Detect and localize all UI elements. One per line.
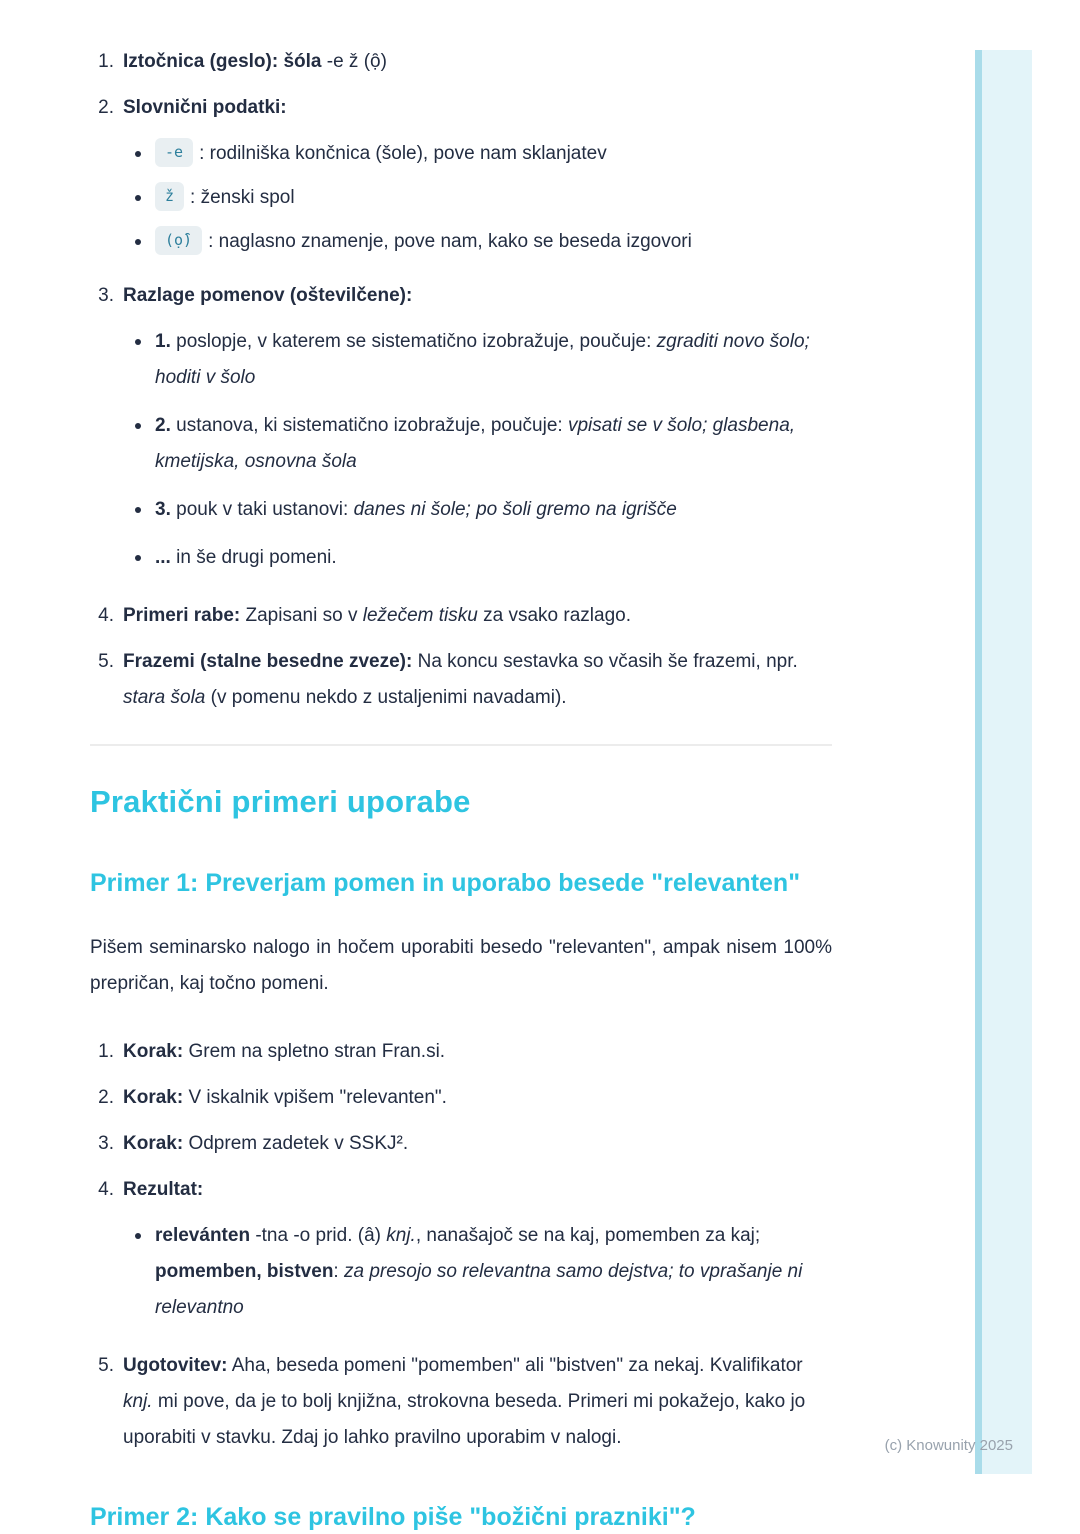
text-italic: zgraditi novo šolo; hoditi v šolo bbox=[155, 331, 810, 388]
text-bold: Korak: bbox=[123, 1041, 184, 1062]
bullet-item-spol bbox=[123, 180, 832, 216]
bullet-text bbox=[155, 492, 832, 528]
example1-intro-paragraph: Pišem seminarsko nalogo in hočem uporabiti besedo "relevanten", ampak nisem 100% prepričan, kaj točno pomeni. bbox=[90, 937, 832, 994]
text-italic: knj. bbox=[386, 1225, 416, 1246]
text-italic: za presojo so relevantna samo dejstva; to vprašanje ni relevantno bbox=[155, 1261, 803, 1318]
bullet-item-pomen-2 bbox=[123, 408, 832, 480]
text: pouk v taki ustanovi: bbox=[170, 499, 354, 520]
text: Zapisani so v bbox=[240, 605, 363, 626]
document-content bbox=[90, 44, 832, 1534]
text: : bbox=[333, 1261, 344, 1282]
text: -e ž (ọ̑) bbox=[321, 51, 387, 72]
text-bold: 1. bbox=[155, 331, 171, 352]
list-item-text bbox=[123, 90, 832, 268]
bullet-item-naglas bbox=[123, 224, 832, 260]
text-bold: relevánten bbox=[155, 1225, 251, 1246]
dictionary-entry-bullet bbox=[123, 1218, 832, 1326]
list-number: 1. bbox=[98, 1041, 114, 1062]
list-number: 1. bbox=[98, 51, 114, 72]
text-italic: stara šola bbox=[123, 687, 206, 708]
bullet-item-pomen-3 bbox=[123, 492, 832, 528]
sub-bullet-list bbox=[123, 324, 832, 576]
section-divider bbox=[90, 744, 832, 746]
list-number: 2. bbox=[98, 1087, 114, 1108]
step-text bbox=[123, 1348, 832, 1456]
list-number: 3. bbox=[98, 285, 114, 306]
bullet-dot-icon bbox=[135, 423, 141, 429]
bullet-dot-icon bbox=[135, 151, 141, 157]
text: -tna -o prid. (â) bbox=[250, 1225, 387, 1246]
example1-heading: Primer 1: Preverjam pomen in uporabo besede "relevanten" bbox=[90, 869, 801, 897]
text-bold: Razlage pomenov (oštevilčene): bbox=[123, 285, 413, 306]
list-number: 5. bbox=[98, 651, 114, 672]
list-item-slovnicni-podatki bbox=[90, 90, 832, 268]
step-item-2 bbox=[90, 1080, 832, 1116]
bullet-text bbox=[155, 224, 832, 260]
step-item-3 bbox=[90, 1126, 832, 1162]
text: poslopje, v katerem se sistematično izobražuje, poučuje: bbox=[170, 331, 657, 352]
text: , nanašajoč se na kaj, pomemben za kaj; bbox=[415, 1225, 761, 1246]
text-bold: Korak: bbox=[123, 1087, 184, 1108]
bullet-text bbox=[155, 180, 832, 216]
list-item-text bbox=[123, 644, 832, 716]
text: Aha, beseda pomeni "pomemben" ali "bistven" za nekaj. Kvalifikator bbox=[227, 1355, 803, 1376]
list-number: 5. bbox=[98, 1355, 114, 1376]
text: ustanova, ki sistematično izobražuje, poučuje: bbox=[170, 415, 568, 436]
text: V iskalnik vpišem "relevanten". bbox=[183, 1087, 447, 1108]
text-bold: Korak: bbox=[123, 1133, 184, 1154]
text: : rodilniška končnica (šole), pove nam sklanjatev bbox=[199, 143, 607, 164]
example2-heading: Primer 2: Kako se pravilno piše "božični prazniki"? bbox=[90, 1503, 696, 1531]
text-bold: Slovnični podatki: bbox=[123, 97, 287, 118]
text-bold: Ugotovitev: bbox=[123, 1355, 228, 1376]
page-edge-stripe bbox=[975, 50, 1032, 1474]
text: Odprem zadetek v SSKJ². bbox=[183, 1133, 409, 1154]
code-badge: ž bbox=[155, 182, 184, 211]
step-item-1 bbox=[90, 1034, 832, 1070]
text: Na koncu sestavka so včasih še frazemi, npr. bbox=[412, 651, 798, 672]
text-italic: danes ni šole; po šoli gremo na igrišče bbox=[353, 499, 677, 520]
text-bold: Rezultat: bbox=[123, 1179, 204, 1200]
dictionary-entry-text bbox=[155, 1218, 832, 1326]
list-item-text bbox=[123, 598, 832, 634]
section-title: Praktični primeri uporabe bbox=[90, 784, 471, 819]
bullet-dot-icon bbox=[135, 507, 141, 513]
list-number: 2. bbox=[98, 97, 114, 118]
text-bold: Frazemi (stalne besedne zveze): bbox=[123, 651, 413, 672]
text-bold: Primeri rabe: bbox=[123, 605, 241, 626]
text-bold: 3. bbox=[155, 499, 171, 520]
text-italic: ležečem tisku bbox=[362, 605, 478, 626]
bullet-dot-icon bbox=[135, 239, 141, 245]
bullet-item-drugi-pomeni bbox=[123, 540, 832, 576]
text: : ženski spol bbox=[190, 187, 295, 208]
text-italic: vpisati se v šolo; glasbena, kmetijska, osnovna šola bbox=[155, 415, 796, 472]
text-italic: knj. bbox=[123, 1391, 153, 1412]
bullet-dot-icon bbox=[135, 339, 141, 345]
text-bold: pomemben, bistven bbox=[155, 1261, 334, 1282]
code-badge: -e bbox=[155, 138, 193, 167]
bullet-text bbox=[155, 408, 832, 480]
example1-steps-list bbox=[90, 1034, 832, 1456]
bullet-dot-icon bbox=[135, 555, 141, 561]
text-bold: 2. bbox=[155, 415, 171, 436]
bullet-dot-icon bbox=[135, 195, 141, 201]
list-item-razlage-pomenov bbox=[90, 278, 832, 588]
list-item-iztocnica bbox=[90, 44, 832, 80]
step-text bbox=[123, 1080, 832, 1116]
text-bold: ... bbox=[155, 547, 171, 568]
sub-bullet-list bbox=[123, 136, 832, 260]
text: in še drugi pomeni. bbox=[170, 547, 337, 568]
list-item-primeri-rabe bbox=[90, 598, 832, 634]
bullet-dot-icon bbox=[135, 1233, 141, 1239]
code-badge: (ọ̑) bbox=[155, 226, 202, 255]
step-text bbox=[123, 1172, 832, 1338]
bullet-text bbox=[155, 136, 832, 172]
step-item-ugotovitev bbox=[90, 1348, 832, 1456]
list-item-text bbox=[123, 44, 832, 80]
text: za vsako razlago. bbox=[477, 605, 631, 626]
text: : naglasno znamenje, pove nam, kako se beseda izgovori bbox=[208, 231, 692, 252]
step-item-rezultat bbox=[90, 1172, 832, 1338]
list-item-frazemi bbox=[90, 644, 832, 716]
copyright-notice: (c) Knowunity 2025 bbox=[884, 1437, 1013, 1454]
list-number: 4. bbox=[98, 1179, 114, 1200]
text: mi pove, da je to bolj knjižna, strokovna beseda. Primeri mi pokažejo, kako jo uporabiti v stavku. Zdaj jo lahko pravilno uporabim v nalogi. bbox=[123, 1391, 806, 1448]
list-item-text bbox=[123, 278, 832, 588]
list-number: 4. bbox=[98, 605, 114, 626]
bullet-text bbox=[155, 324, 832, 396]
step-text bbox=[123, 1034, 832, 1070]
bullet-item-pomen-1 bbox=[123, 324, 832, 396]
bullet-text bbox=[155, 540, 832, 576]
list-number: 3. bbox=[98, 1133, 114, 1154]
step-text bbox=[123, 1126, 832, 1162]
text: Grem na spletno stran Fran.si. bbox=[183, 1041, 446, 1062]
text-bold: Iztočnica (geslo): šóla bbox=[123, 51, 322, 72]
bullet-item-koncnica bbox=[123, 136, 832, 172]
text: (v pomenu nekdo z ustaljenimi navadami). bbox=[205, 687, 567, 708]
